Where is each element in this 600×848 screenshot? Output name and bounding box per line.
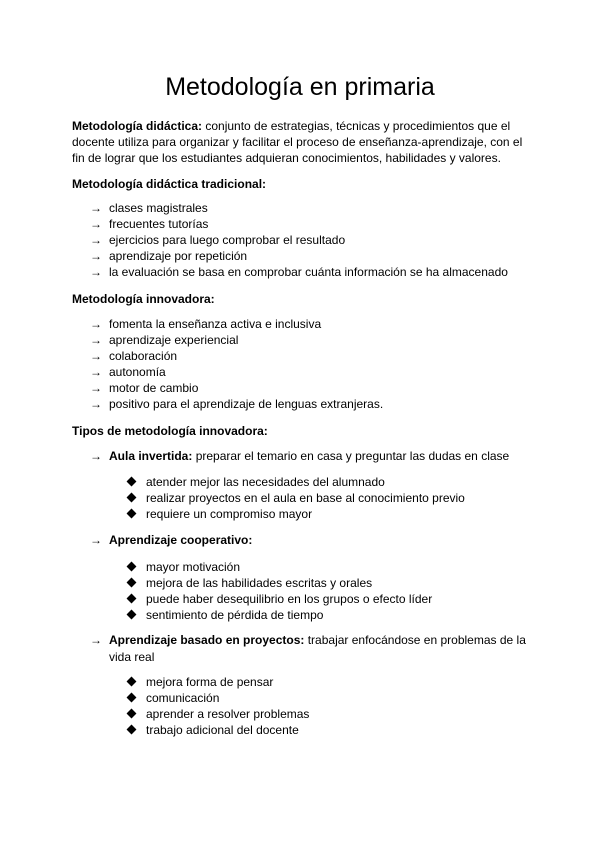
diamond-bullet-icon — [127, 562, 137, 572]
list-item: → aprendizaje experiencial — [90, 333, 239, 347]
arrow-icon: → — [90, 533, 102, 547]
arrow-icon: → — [90, 317, 102, 331]
arrow-icon: → — [90, 217, 102, 231]
list-item: sentimiento de pérdida de tiempo — [127, 607, 432, 623]
arrow-icon: → — [90, 397, 102, 411]
projects-name: Aprendizaje basado en proyectos: — [109, 633, 305, 647]
diamond-bullet-icon — [127, 725, 137, 735]
list-item: → ejercicios para luego comprobar el resultado — [90, 233, 346, 247]
list-item: aprender a resolver problemas — [127, 706, 309, 722]
projects-desc: trabajar enfocándose en problemas de la vida real — [109, 633, 526, 664]
diamond-bullet-icon — [127, 594, 137, 604]
diamond-bullet-icon — [127, 509, 137, 519]
list-item: → clases magistrales — [90, 201, 208, 215]
diamond-bullet-icon — [127, 477, 137, 487]
innovative-heading: Metodología innovadora: — [72, 292, 215, 306]
list-item: → fomenta la enseñanza activa e inclusiva — [90, 317, 322, 331]
intro-paragraph — [72, 118, 532, 166]
list-item: atender mejor las necesidades del alumnado — [127, 474, 465, 490]
arrow-icon: → — [90, 365, 102, 379]
arrow-icon: → — [90, 233, 102, 247]
diamond-bullet-icon — [127, 709, 137, 719]
cooperative-item — [90, 532, 529, 548]
list-item: comunicación — [127, 690, 309, 706]
list-item: → aprendizaje por repetición — [90, 249, 248, 263]
diamond-bullet-icon — [127, 578, 137, 588]
list-item: mejora forma de pensar — [127, 674, 309, 690]
list-item: → autonomía — [90, 365, 166, 379]
traditional-heading: Metodología didáctica tradicional: — [72, 177, 267, 191]
list-item: requiere un compromiso mayor — [127, 506, 465, 522]
arrow-icon: → — [90, 333, 102, 347]
types-heading: Tipos de metodología innovadora: — [72, 424, 268, 438]
cooperative-list — [127, 559, 432, 623]
arrow-icon: → — [90, 381, 102, 395]
traditional-list — [90, 200, 508, 280]
flipped-classroom-item — [90, 448, 529, 464]
arrow-icon: → — [90, 633, 102, 647]
list-item: puede haber desequilibrio en los grupos o efecto líder — [127, 591, 432, 607]
diamond-bullet-icon — [127, 693, 137, 703]
arrow-icon: → — [90, 449, 102, 463]
diamond-bullet-icon — [127, 493, 137, 503]
flipped-desc: preparar el temario en casa y preguntar las dudas en clase — [192, 449, 510, 463]
arrow-icon: → — [90, 265, 102, 279]
list-item: mejora de las habilidades escritas y orales — [127, 575, 432, 591]
list-item: → la evaluación se basa en comprobar cuánta información se ha almacenado — [90, 265, 508, 279]
diamond-bullet-icon — [127, 610, 137, 620]
page-title: Metodología en primaria — [165, 73, 435, 101]
arrow-icon: → — [90, 201, 102, 215]
list-item: → frecuentes tutorías — [90, 217, 209, 231]
list-item: → motor de cambio — [90, 381, 199, 395]
project-based-item — [90, 632, 529, 666]
list-item: → colaboración — [90, 349, 178, 363]
arrow-icon: → — [90, 249, 102, 263]
list-item: mayor motivación — [127, 559, 432, 575]
cooperative-name: Aprendizaje cooperativo: — [109, 533, 253, 547]
diamond-bullet-icon — [127, 677, 137, 687]
intro-term: Metodología didáctica: — [72, 119, 203, 133]
flipped-name: Aula invertida: — [109, 449, 193, 463]
list-item: trabajo adicional del docente — [127, 722, 309, 738]
innovative-list — [90, 316, 383, 412]
projects-list — [127, 674, 309, 738]
flipped-list — [127, 474, 465, 522]
arrow-icon: → — [90, 349, 102, 363]
intro-text: conjunto de estrategias, técnicas y procedimientos que el docente utiliza para organizar y facilitar el proceso de enseñanza-aprendizaje, con el fin de lograr que los estudiantes adquieran conocimientos, habilidades y valores. — [72, 119, 523, 165]
list-item: realizar proyectos en el aula en base al conocimiento previo — [127, 490, 465, 506]
list-item: → positivo para el aprendizaje de lenguas extranjeras. — [90, 397, 384, 411]
